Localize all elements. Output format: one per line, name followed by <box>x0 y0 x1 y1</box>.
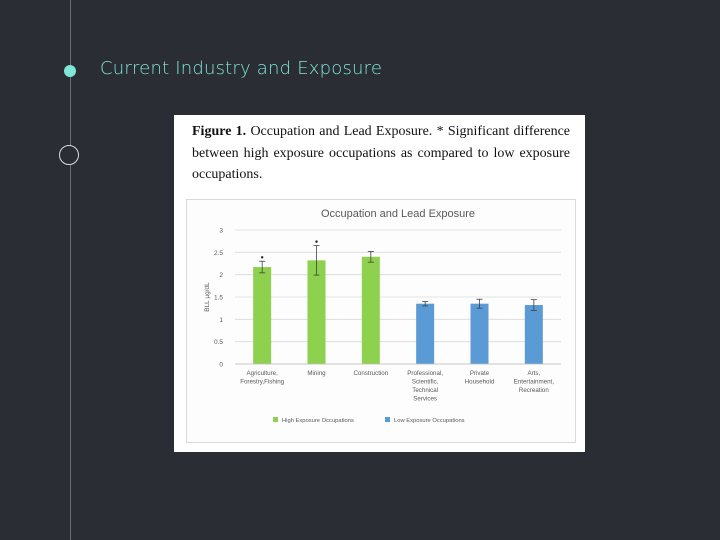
bar <box>308 260 326 364</box>
chart-title: Occupation and Lead Exposure <box>320 208 476 220</box>
y-tick-label: 3 <box>219 227 223 235</box>
figure-card <box>174 115 585 452</box>
bar-chart <box>187 200 575 442</box>
x-tick-label: Services <box>413 395 438 403</box>
bar <box>416 304 434 364</box>
figure-caption-main: Occupation and Lead Exposure. <box>250 124 433 139</box>
x-tick-label: Construction <box>353 370 389 377</box>
significance-marker <box>315 240 317 242</box>
x-tick-label: Professional, <box>407 370 444 377</box>
figure-label: Figure 1. <box>192 124 247 139</box>
bar <box>525 305 543 364</box>
significance-marker <box>261 256 263 258</box>
y-tick-label: 2.5 <box>213 249 223 257</box>
y-tick-label: 0 <box>219 361 223 369</box>
x-tick-label: Arts, <box>527 370 541 377</box>
x-tick-label: Agriculture, <box>246 370 278 377</box>
x-tick-label: Technical <box>412 387 439 394</box>
x-tick-label: Scientific, <box>411 378 439 386</box>
timeline-hollow-dot <box>59 145 79 165</box>
y-tick-label: 0.5 <box>213 339 223 347</box>
bar <box>471 304 489 364</box>
y-tick-label: 1.5 <box>213 294 223 302</box>
timeline-line <box>70 0 71 540</box>
legend-swatch-low <box>385 417 390 422</box>
legend-label-low: Low Exposure Occupations <box>394 418 465 424</box>
x-tick-label: Entertainment, <box>513 378 554 386</box>
x-tick-label: Mining <box>307 370 326 377</box>
legend-swatch-high <box>273 417 278 422</box>
figure-caption-note: * Significant difference between high exposure occupations as compared to low exposure occupations. <box>192 124 571 182</box>
bar <box>253 267 271 364</box>
chart-frame <box>186 199 576 443</box>
y-axis-label: BLL µg/dL <box>204 282 211 312</box>
y-tick-label: 2 <box>219 272 223 280</box>
x-tick-label: Private <box>469 370 490 377</box>
x-tick-label: Forestry,Fishing <box>240 378 285 386</box>
y-tick-label: 1 <box>219 316 223 324</box>
bar <box>362 257 380 364</box>
timeline-active-dot <box>64 65 76 77</box>
x-tick-label: Recreation <box>518 387 549 394</box>
slide-title: Current Industry and Exposure <box>100 58 383 79</box>
x-tick-label: Household <box>464 378 495 386</box>
figure-caption <box>192 121 570 186</box>
legend-label-high: High Exposure Occupations <box>282 418 354 424</box>
